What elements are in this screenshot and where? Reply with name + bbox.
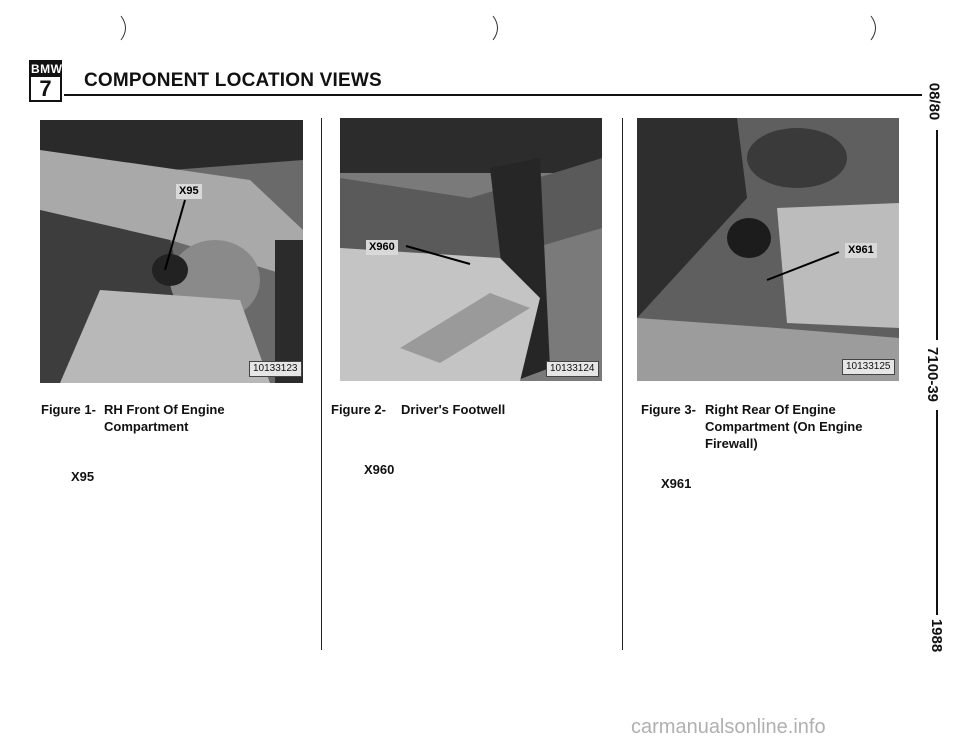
figure-2-callout: X960 (366, 240, 398, 255)
logo-top: BMW (31, 62, 63, 76)
side-line-2 (936, 410, 938, 615)
figure-3-label: Figure 3- (641, 402, 696, 417)
binder-mark-right (868, 14, 882, 42)
figure-1-label: Figure 1- (41, 402, 96, 417)
side-date: 08/80 (925, 82, 943, 121)
figure-2-label: Figure 2- (331, 402, 386, 417)
page-title: COMPONENT LOCATION VIEWS (84, 70, 382, 91)
figure-3-connector: X961 (661, 476, 692, 491)
watermark: carmanualsonline.info (631, 716, 826, 738)
figure-3-photo-number: 10133125 (842, 359, 895, 375)
figure-1-photo (40, 120, 303, 383)
figure-3-caption-line-2: Compartment (On Engine (705, 419, 863, 434)
logo-bottom: 7 (39, 76, 52, 101)
header-rule (64, 94, 922, 96)
figure-3-caption-line-1: Right Rear Of Engine (705, 402, 836, 417)
figure-1-connector: X95 (71, 469, 95, 484)
binder-mark-center (490, 14, 504, 42)
column-divider-2 (622, 118, 623, 650)
figure-2-caption-line-1: Driver's Footwell (401, 402, 506, 417)
figure-1-caption-line-1: RH Front Of Engine (104, 402, 225, 417)
bmw-7-logo (29, 60, 62, 102)
figure-1-photo-number: 10133123 (249, 361, 302, 377)
figure-3-caption-line-3: Firewall) (705, 436, 758, 451)
figure-1-caption-line-2: Compartment (104, 419, 189, 434)
figure-3-callout: X961 (845, 243, 877, 258)
side-year: 1988 (928, 618, 946, 653)
binder-mark-left (118, 14, 132, 42)
figure-1-callout: X95 (176, 184, 202, 199)
side-line-1 (936, 130, 938, 340)
figure-2-photo-number: 10133124 (546, 361, 599, 377)
side-page-number: 7100-39 (924, 346, 942, 403)
figure-1-photo-art (40, 120, 303, 383)
figure-2-connector: X960 (364, 462, 395, 477)
column-divider-1 (321, 118, 322, 650)
